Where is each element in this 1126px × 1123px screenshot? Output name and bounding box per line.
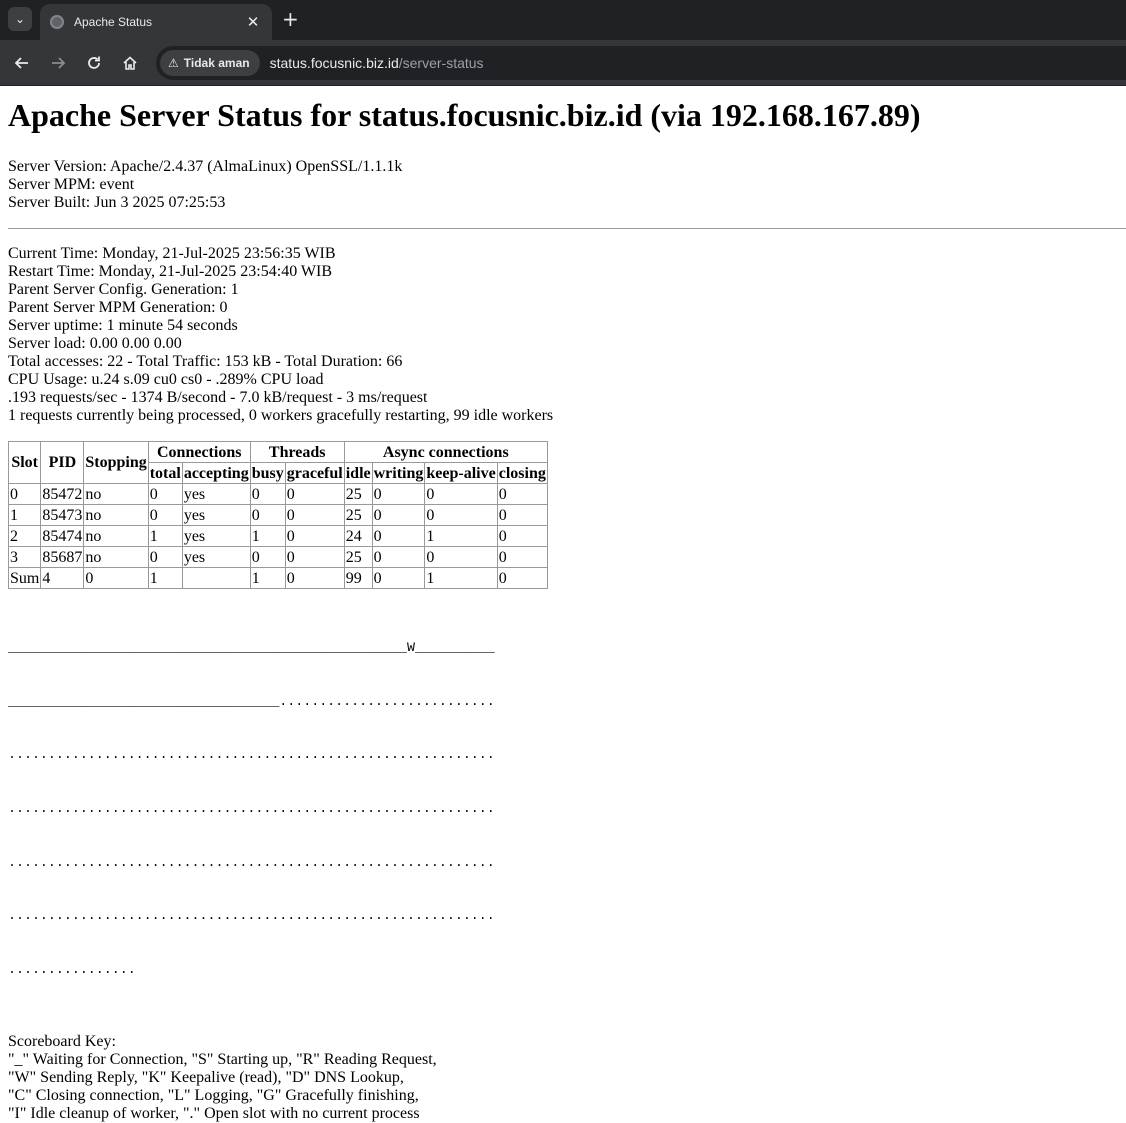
header-slot: Slot <box>9 442 41 484</box>
request-rates: .193 requests/sec - 1374 B/second - 7.0 kB/request - 3 ms/request <box>8 389 428 406</box>
reload-button[interactable] <box>82 51 106 75</box>
close-icon[interactable]: ✕ <box>246 13 260 31</box>
table-cell: 24 <box>344 526 372 547</box>
table-cell: no <box>84 484 148 505</box>
cpu-usage: CPU Usage: u.24 s.09 cu0 cs0 - .289% CPU load <box>8 371 324 388</box>
table-cell: 1 <box>250 568 285 589</box>
table-cell: 85472 <box>42 485 83 503</box>
table-cell: 0 <box>372 526 425 547</box>
url-host: status.focusnic.biz.id <box>269 55 399 71</box>
reload-icon <box>86 55 102 71</box>
table-cell: 4 <box>41 568 84 589</box>
header-accepting: accepting <box>183 464 249 482</box>
header-total: total <box>149 464 181 482</box>
home-icon <box>122 55 138 71</box>
total-accesses: Total accesses: 22 - Total Traffic: 153 kB - Total Duration: 66 <box>8 353 403 370</box>
header-graceful: graceful <box>286 464 343 482</box>
new-tab-button[interactable]: + <box>282 7 299 31</box>
scoreboard-key <box>8 1033 1118 1123</box>
table-row <box>9 547 548 568</box>
header-stopping: Stopping <box>84 442 148 484</box>
table-cell: 0 <box>497 526 547 547</box>
table-cell: 3 <box>9 547 41 568</box>
header-writing: writing <box>373 464 424 482</box>
table-cell: 25 <box>344 484 372 505</box>
table-cell: 25 <box>344 547 372 568</box>
table-cell: no <box>84 526 148 547</box>
table-cell: 1 <box>9 505 41 526</box>
table-cell: Sum <box>10 569 40 587</box>
table-cell: 85687 <box>42 548 83 566</box>
header-pid: PID <box>41 442 84 484</box>
page-title: Apache Server Status for status.focusnic.biz.id (via 192.168.167.89) <box>8 97 921 133</box>
table-cell: 0 <box>425 547 497 568</box>
forward-arrow-icon <box>50 55 66 71</box>
table-cell <box>182 568 250 589</box>
table-cell: 0 <box>497 547 547 568</box>
url-path: /server-status <box>398 55 484 71</box>
server-built: Server Built: Jun 3 2025 07:25:53 <box>8 194 226 211</box>
worker-table <box>8 441 548 589</box>
table-cell: 0 <box>497 505 547 526</box>
table-cell: yes <box>182 547 250 568</box>
table-cell: yes <box>182 484 250 505</box>
forward-button[interactable] <box>46 51 70 75</box>
chevron-down-icon: ⌄ <box>14 12 26 26</box>
divider <box>8 228 1126 229</box>
scoreboard-line: __________________________________........................... <box>8 693 495 709</box>
table-cell: 0 <box>372 568 425 589</box>
table-cell: 0 <box>425 505 497 526</box>
server-uptime: Server uptime: 1 minute 54 seconds <box>8 317 238 334</box>
table-cell: 0 <box>250 484 285 505</box>
table-cell: 1 <box>425 526 497 547</box>
scoreboard-line: ............................................................. <box>8 800 495 816</box>
tab-apache-status[interactable] <box>40 4 272 40</box>
table-cell: 0 <box>372 547 425 568</box>
table-cell: no <box>84 505 148 526</box>
key-line: "I" Idle cleanup of worker, "." Open slot with no current process <box>8 1104 420 1122</box>
warning-triangle-icon: ⚠ <box>168 56 179 70</box>
table-cell: 25 <box>344 505 372 526</box>
header-connections: Connections <box>148 442 250 463</box>
key-line: "C" Closing connection, "L" Logging, "G" Gracefully finishing, <box>8 1086 419 1104</box>
security-label: Tidak aman <box>183 56 250 70</box>
table-cell: 0 <box>148 547 182 568</box>
table-cell: 0 <box>285 505 344 526</box>
table-cell: 2 <box>9 526 41 547</box>
scoreboard-line: ............................................................. <box>8 854 495 870</box>
header-closing: closing <box>498 464 546 482</box>
table-cell: 0 <box>285 526 344 547</box>
table-cell: 0 <box>250 505 285 526</box>
table-cell: 0 <box>425 484 497 505</box>
server-info <box>8 158 1118 212</box>
requests-processing: 1 requests currently being processed, 0 workers gracefully restarting, 99 idle workers <box>8 407 554 424</box>
table-cell: 1 <box>148 526 182 547</box>
globe-icon <box>50 15 64 29</box>
page-content <box>0 95 1126 1123</box>
server-mpm: Server MPM: event <box>8 176 135 193</box>
table-cell: 0 <box>285 484 344 505</box>
config-generation: Parent Server Config. Generation: 1 <box>8 281 239 298</box>
current-time: Current Time: Monday, 21-Jul-2025 23:56:35 WIB <box>8 245 336 262</box>
table-cell: 99 <box>344 568 372 589</box>
table-cell: 0 <box>285 568 344 589</box>
back-arrow-icon <box>14 55 30 71</box>
server-version: Server Version: Apache/2.4.37 (AlmaLinux) OpenSSL/1.1.1k <box>8 158 403 175</box>
table-cell: 0 <box>250 547 285 568</box>
table-cell: 1 <box>425 568 497 589</box>
browser-toolbar <box>0 40 1126 86</box>
status-lines <box>8 245 1118 425</box>
tab-title: Apache Status <box>74 15 153 29</box>
url-text[interactable] <box>270 55 484 71</box>
header-idle: idle <box>345 464 371 482</box>
header-keep-alive: keep-alive <box>426 464 496 482</box>
table-row <box>9 484 548 505</box>
table-cell: 0 <box>497 568 547 589</box>
header-async: Async connections <box>344 442 547 463</box>
address-bar[interactable] <box>156 46 1126 80</box>
table-cell: 0 <box>148 484 182 505</box>
scoreboard <box>8 603 1118 1015</box>
table-cell: 0 <box>84 568 148 589</box>
security-indicator[interactable] <box>160 50 260 76</box>
table-row <box>9 568 548 589</box>
scoreboard-line: ................ <box>8 962 136 978</box>
table-cell: 85473 <box>42 506 83 524</box>
tab-search-button[interactable] <box>8 7 32 31</box>
header-busy: busy <box>251 464 284 482</box>
tab-strip <box>0 0 1126 40</box>
server-load: Server load: 0.00 0.00 0.00 <box>8 335 182 352</box>
scoreboard-line: ............................................................. <box>8 747 495 763</box>
table-cell: 0 <box>497 484 547 505</box>
home-button[interactable] <box>118 51 142 75</box>
restart-time: Restart Time: Monday, 21-Jul-2025 23:54:40 WIB <box>8 263 332 280</box>
table-row <box>9 526 548 547</box>
table-cell: 1 <box>148 568 182 589</box>
table-cell: 0 <box>372 484 425 505</box>
key-heading: Scoreboard Key: <box>8 1032 116 1050</box>
table-cell: 0 <box>9 484 41 505</box>
header-threads: Threads <box>250 442 344 463</box>
table-cell: 0 <box>285 547 344 568</box>
table-cell: 85474 <box>42 527 83 545</box>
table-cell: yes <box>182 526 250 547</box>
table-row <box>9 505 548 526</box>
table-cell: 0 <box>148 505 182 526</box>
back-button[interactable] <box>10 51 34 75</box>
key-line: "W" Sending Reply, "K" Keepalive (read), "D" DNS Lookup, <box>8 1068 404 1086</box>
key-line: "_" Waiting for Connection, "S" Starting up, "R" Reading Request, <box>8 1050 437 1068</box>
table-cell: 1 <box>250 526 285 547</box>
table-cell: yes <box>182 505 250 526</box>
table-cell: no <box>84 547 148 568</box>
table-cell: 0 <box>372 505 425 526</box>
scoreboard-line: __________________________________________________W__________ <box>8 639 495 655</box>
mpm-generation: Parent Server MPM Generation: 0 <box>8 299 228 316</box>
scoreboard-line: ............................................................. <box>8 908 495 924</box>
